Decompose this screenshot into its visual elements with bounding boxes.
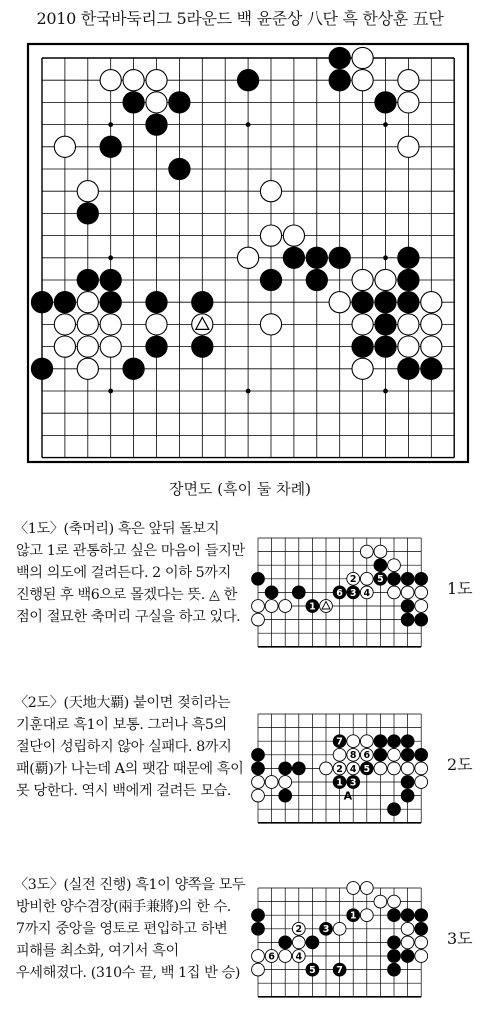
white-stone	[279, 600, 292, 613]
section-3-heading: 〈3도〉	[14, 877, 64, 893]
move-number: 7	[336, 965, 343, 976]
black-stone	[401, 735, 414, 748]
white-stone	[77, 292, 98, 313]
black-stone	[374, 735, 387, 748]
white-stone	[398, 314, 419, 335]
move-number: 5	[377, 574, 384, 586]
black-stone	[398, 358, 419, 379]
point-a-label: A	[343, 789, 353, 803]
move-number: 2	[295, 924, 303, 936]
black-stone	[401, 789, 414, 802]
section-2-heading: 〈2도〉	[14, 695, 64, 711]
white-stone	[320, 762, 333, 775]
black-stone	[421, 358, 442, 379]
white-stone	[77, 358, 98, 379]
star-point	[383, 389, 388, 394]
white-stone	[415, 586, 428, 599]
white-stone	[238, 247, 259, 268]
black-stone	[252, 748, 265, 761]
move-number: 6	[336, 587, 343, 599]
black-stone	[415, 909, 428, 922]
black-stone	[192, 292, 213, 313]
white-stone	[352, 269, 373, 290]
black-stone	[306, 247, 327, 268]
star-point	[246, 122, 251, 127]
white-stone	[352, 314, 373, 335]
diagram-1-board	[248, 530, 438, 680]
black-stone	[192, 336, 213, 357]
black-stone	[352, 336, 373, 357]
move-number: 5	[363, 763, 371, 775]
black-stone	[123, 92, 144, 113]
black-stone	[375, 92, 396, 113]
white-stone	[398, 336, 419, 357]
black-stone	[292, 762, 305, 775]
black-stone	[401, 613, 414, 626]
white-stone	[252, 950, 265, 963]
white-stone	[77, 314, 98, 335]
black-stone	[375, 292, 396, 313]
white-stone	[333, 922, 346, 935]
white-stone	[252, 600, 265, 613]
black-stone	[398, 292, 419, 313]
section-1-title: (축머리)	[63, 521, 114, 537]
black-stone	[100, 292, 121, 313]
black-stone	[31, 358, 52, 379]
black-stone	[252, 762, 265, 775]
black-stone	[238, 70, 259, 91]
black-stone	[77, 203, 98, 224]
diagram-2-label: 2도	[447, 755, 473, 774]
white-stone	[401, 586, 414, 599]
white-stone	[252, 789, 265, 802]
black-stone	[352, 292, 373, 313]
main-go-board	[0, 36, 480, 476]
white-stone	[401, 922, 414, 935]
section-2-text	[16, 692, 248, 802]
white-stone	[415, 600, 428, 613]
white-stone	[401, 762, 414, 775]
white-stone	[421, 314, 442, 335]
move-number: 1	[309, 601, 316, 613]
white-stone	[265, 776, 278, 789]
star-point	[246, 389, 251, 394]
black-stone	[388, 950, 401, 963]
star-point	[383, 122, 388, 127]
black-stone	[265, 586, 278, 599]
white-stone	[100, 70, 121, 91]
white-stone	[54, 136, 75, 157]
black-stone	[252, 909, 265, 922]
black-stone	[54, 292, 75, 313]
white-stone	[283, 225, 304, 246]
black-stone	[388, 803, 401, 816]
black-stone	[388, 909, 401, 922]
white-stone	[421, 336, 442, 357]
white-stone	[388, 586, 401, 599]
white-stone	[388, 559, 401, 572]
black-stone	[401, 748, 414, 761]
white-stone	[252, 613, 265, 626]
white-stone	[260, 314, 281, 335]
black-stone	[31, 292, 52, 313]
black-stone	[329, 70, 350, 91]
black-stone	[100, 136, 121, 157]
black-stone	[375, 336, 396, 357]
white-stone	[279, 950, 292, 963]
black-stone	[374, 748, 387, 761]
white-stone	[347, 735, 360, 748]
white-stone	[375, 269, 396, 290]
star-point	[383, 255, 388, 260]
white-stone	[401, 936, 414, 949]
white-stone	[77, 336, 98, 357]
page-title: 2010 한국바둑리그 5라운드 백 윤준상 八단 흑 한상훈 五단	[36, 9, 444, 28]
white-stone	[252, 963, 265, 976]
black-stone	[252, 572, 265, 585]
section-2-body: 붙이면 젖히라는 기훈대로 흑1이 보통. 그러나 흑5의 절단이 성립하지 않아 실패다. 8까지 패(覇)가 나는데 A의 팻감 때문에 흑이 못 당한다. 역시 백에게 걸려든 모습.	[16, 695, 244, 799]
black-stone	[146, 292, 167, 313]
white-stone	[415, 936, 428, 949]
black-stone	[388, 572, 401, 585]
section-1-text	[16, 518, 248, 628]
white-stone	[415, 762, 428, 775]
move-number: 1	[336, 777, 343, 789]
white-stone	[398, 136, 419, 157]
black-stone	[329, 247, 350, 268]
black-stone	[100, 269, 121, 290]
white-stone	[398, 92, 419, 113]
black-stone	[329, 47, 350, 68]
black-stone	[77, 269, 98, 290]
black-stone	[279, 762, 292, 775]
white-stone	[54, 314, 75, 335]
white-stone	[146, 314, 167, 335]
white-stone	[374, 762, 387, 775]
section-3-text	[16, 874, 248, 984]
move-number: 4	[363, 587, 371, 599]
diagram-2-board	[248, 706, 438, 856]
black-stone	[415, 748, 428, 761]
black-stone	[260, 269, 281, 290]
black-stone	[415, 572, 428, 585]
star-point	[108, 389, 113, 394]
black-stone	[401, 909, 414, 922]
move-number: 4	[349, 763, 357, 775]
move-number: 5	[309, 965, 316, 976]
diagram-3-board	[248, 880, 438, 1020]
black-stone	[279, 936, 292, 949]
black-stone	[415, 613, 428, 626]
black-stone	[169, 158, 190, 179]
section-1-heading: 〈1도〉	[14, 521, 64, 537]
black-stone	[146, 114, 167, 135]
black-stone	[169, 92, 190, 113]
black-stone	[375, 314, 396, 335]
move-number: 6	[363, 750, 371, 762]
star-point	[108, 255, 113, 260]
white-stone	[360, 909, 373, 922]
white-stone	[347, 882, 360, 895]
black-stone	[283, 247, 304, 268]
section-3-title: (실전 진행)	[63, 877, 132, 893]
black-stone	[146, 336, 167, 357]
white-stone	[123, 70, 144, 91]
black-stone	[401, 600, 414, 613]
black-stone	[306, 269, 327, 290]
white-stone	[398, 70, 419, 91]
black-stone	[398, 247, 419, 268]
move-number: 6	[268, 951, 275, 963]
white-stone	[77, 181, 98, 202]
white-stone	[333, 748, 346, 761]
white-stone	[146, 70, 167, 91]
white-stone	[329, 292, 350, 313]
white-stone	[388, 762, 401, 775]
star-point	[108, 122, 113, 127]
white-stone	[360, 545, 373, 558]
black-stone	[279, 789, 292, 802]
white-stone	[360, 882, 373, 895]
white-stone	[279, 776, 292, 789]
move-number: 7	[336, 736, 343, 748]
white-stone	[100, 336, 121, 357]
white-stone	[260, 181, 281, 202]
white-stone	[260, 225, 281, 246]
move-number: 3	[322, 924, 330, 936]
white-stone	[252, 776, 265, 789]
white-stone	[374, 895, 387, 908]
white-stone	[388, 748, 401, 761]
section-3-body: 흑1이 양쪽을 모두 방비한 양수겸장(兩手兼將)의 한 수. 7까지 중앙을 영토로 편입하고 하변 피해를 최소화, 여기서 흑이 우세해졌다. (310수 끝, 백 1집 반 승)	[16, 877, 246, 981]
white-stone	[421, 292, 442, 313]
black-stone	[401, 572, 414, 585]
white-stone	[415, 776, 428, 789]
move-number: 3	[349, 777, 357, 789]
main-board-caption: 장면도 (흑이 둘 차례)	[169, 480, 311, 498]
black-stone	[398, 269, 419, 290]
black-stone	[388, 735, 401, 748]
diagram-1-label: 1도	[447, 579, 473, 598]
white-stone	[352, 70, 373, 91]
black-stone	[292, 586, 305, 599]
move-number: 3	[349, 587, 357, 599]
white-stone	[352, 358, 373, 379]
section-2-title: (天地大覇)	[63, 695, 129, 711]
black-stone	[306, 936, 319, 949]
black-stone	[415, 922, 428, 935]
black-stone	[252, 922, 265, 935]
black-stone	[401, 950, 414, 963]
white-stone	[100, 314, 121, 335]
black-stone	[388, 936, 401, 949]
black-stone	[401, 776, 414, 789]
white-stone	[54, 336, 75, 357]
white-stone	[265, 600, 278, 613]
white-stone	[374, 545, 387, 558]
white-stone	[415, 950, 428, 963]
white-stone	[388, 895, 401, 908]
move-number: 4	[295, 951, 303, 963]
move-number: 8	[349, 750, 357, 762]
move-number: 2	[349, 574, 357, 586]
black-stone	[388, 963, 401, 976]
white-stone	[360, 572, 373, 585]
white-stone	[146, 92, 167, 113]
section-1-body: 흑은 앞뒤 돌보지 않고 1로 관통하고 싶은 마음이 들지만 백의 의도에 걸려든다. 2 이하 5까지 진행된 후 백6으로 몰겠다는 뜻. ◬ 한 점이 절묘한 축머리 구실을 하고 있다.	[16, 521, 245, 625]
move-number: 2	[336, 763, 343, 775]
white-stone	[360, 735, 373, 748]
black-stone	[123, 358, 144, 379]
white-stone	[292, 936, 305, 949]
move-number: 1	[349, 910, 357, 922]
black-stone	[374, 559, 387, 572]
diagram-3-label: 3도	[447, 929, 473, 948]
white-stone	[352, 47, 373, 68]
